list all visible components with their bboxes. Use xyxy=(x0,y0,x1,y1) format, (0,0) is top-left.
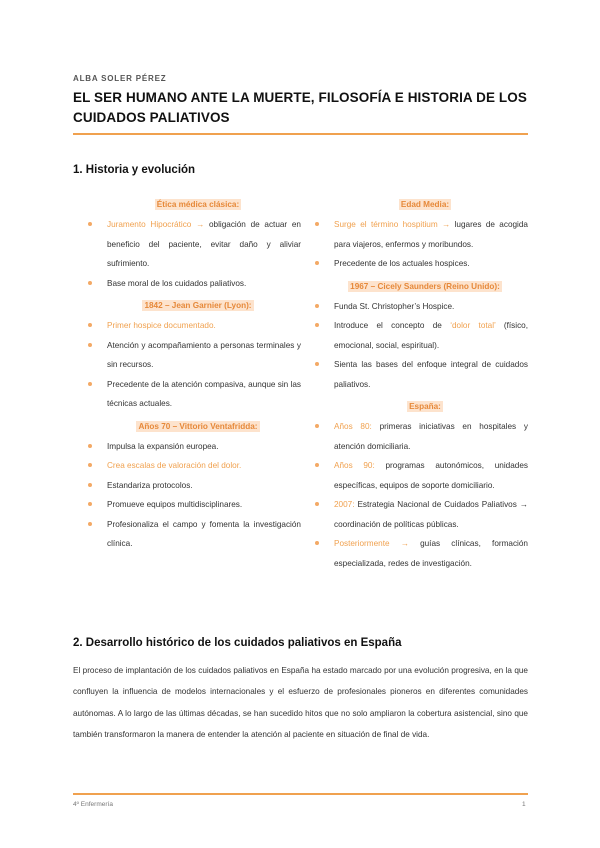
page-number: 1 xyxy=(522,801,526,808)
item-text: Base moral de los cuidados paliativos. xyxy=(107,278,247,288)
list-item xyxy=(95,316,301,336)
list-item xyxy=(95,495,301,515)
left-column xyxy=(95,200,301,562)
right-column xyxy=(322,200,528,581)
list-item xyxy=(95,274,301,294)
list-item xyxy=(95,515,301,554)
item-text: Estandariza protocolos. xyxy=(107,480,193,490)
item-text: Promueve equipos multidisciplinares. xyxy=(107,500,243,509)
block-title xyxy=(322,282,528,291)
list-item xyxy=(322,417,528,456)
item-text: primeras iniciativas en hospitales y atención domiciliaria. xyxy=(334,422,529,451)
item-text: programas autonómicos, unidades específicas, equipos de soporte domiciliario. xyxy=(334,461,528,490)
list-item xyxy=(95,375,301,414)
block-title xyxy=(95,422,301,431)
bullet-list xyxy=(322,215,528,274)
timeline-block xyxy=(322,282,528,395)
block-title-text: Años 70 – Vittorio Ventafridda: xyxy=(138,421,258,431)
footer-course: 4º Enfermería xyxy=(73,801,113,808)
top-divider xyxy=(73,133,528,135)
highlighted-text: Juramento Hipocrático → xyxy=(107,220,205,229)
item-text: Atención y acompañamiento a personas terminales y sin recursos. xyxy=(107,340,301,369)
block-title xyxy=(95,301,301,310)
item-text: (físico, emocional, social, espiritual). xyxy=(334,321,528,350)
block-title xyxy=(322,200,528,209)
section-2-paragraph: El proceso de implantación de los cuidados paliativos en España ha estado marcado por una evolución progresiva, en la que confluyen la influencia de modelos internacionales y el esfuerzo de profesionales pioneros en diferentes comunidades autónomas. A lo largo de las últimas décadas, se han sucedido hitos que no solo ampliaron la cobertura asistencial, sino que también transformaron la manera de entender la atención al paciente en situación de final de vida. xyxy=(73,666,528,739)
list-item xyxy=(322,456,528,495)
item-text: Precedente de los actuales hospices. xyxy=(334,259,470,268)
highlighted-text: ‘dolor total’ xyxy=(450,321,496,330)
item-text: Profesionaliza el campo y fomenta la investigación clínica. xyxy=(107,519,301,548)
highlighted-text: Años 90: xyxy=(334,461,375,470)
block-title xyxy=(322,402,528,411)
list-item xyxy=(322,316,528,355)
list-item xyxy=(95,215,301,274)
highlighted-text: Posteriormente → xyxy=(334,539,409,548)
item-text: Impulsa la expansión europea. xyxy=(107,441,219,451)
item-text: Precedente de la atención compasiva, aunque sin las técnicas actuales. xyxy=(107,379,301,408)
item-text: obligación de actuar en beneficio del paciente, evitar daño y aliviar sufrimiento. xyxy=(107,220,301,268)
block-title-text: 1842 – Jean Garnier (Lyon): xyxy=(144,301,252,310)
list-item xyxy=(322,297,528,317)
highlighted-text: Años 80: xyxy=(334,422,372,431)
timeline-block xyxy=(95,200,301,293)
list-item xyxy=(95,456,301,476)
block-title xyxy=(95,200,301,209)
list-item xyxy=(95,336,301,375)
item-text: Introduce el concepto de xyxy=(334,321,451,330)
footer-divider xyxy=(73,793,528,795)
timeline-block xyxy=(95,422,301,554)
item-text: lugares de acogida para viajeros, enfermos y moribundos. xyxy=(334,220,528,249)
bullet-list xyxy=(95,316,301,414)
highlighted-text: 2007: xyxy=(334,500,355,509)
author-name: ALBA SOLER PÉREZ xyxy=(73,74,167,83)
timeline-block xyxy=(322,402,528,573)
item-text: guías clínicas, formación especializada, redes de investigación. xyxy=(334,539,528,568)
highlighted-text: Crea escalas de valoración del dolor. xyxy=(107,461,242,470)
block-title-text: España: xyxy=(409,402,441,411)
section-2-heading: 2. Desarrollo histórico de los cuidados paliativos en España xyxy=(73,637,402,649)
highlighted-text: Primer hospice documentado. xyxy=(107,321,216,330)
highlighted-text: Surge el término hospitium → xyxy=(334,220,451,229)
list-item xyxy=(322,355,528,394)
timeline-block xyxy=(322,200,528,274)
block-title-text: Edad Media: xyxy=(400,200,450,209)
item-text: Funda St. Christopher’s Hospice. xyxy=(334,301,455,311)
list-item xyxy=(95,476,301,496)
section-1-heading: 1. Historia y evolución xyxy=(73,164,196,176)
list-item xyxy=(95,437,301,457)
block-title-text: 1967 – Cicely Saunders (Reino Unido): xyxy=(350,281,500,291)
list-item xyxy=(322,534,528,573)
bullet-list xyxy=(322,297,528,395)
item-text: Sienta las bases del enfoque integral de cuidados paliativos. xyxy=(334,360,528,389)
list-item xyxy=(322,495,528,534)
item-text: Estrategia Nacional de Cuidados Paliativos → coordinación de políticas públicas. xyxy=(334,500,528,529)
document-title: EL SER HUMANO ANTE LA MUERTE, FILOSOFÍA E HISTORIA DE LOS CUIDADOS PALIATIVOS xyxy=(73,90,527,125)
bullet-list xyxy=(95,437,301,554)
list-item xyxy=(322,254,528,274)
list-item xyxy=(322,215,528,254)
bullet-list xyxy=(95,215,301,293)
bullet-list xyxy=(322,417,528,573)
timeline-block xyxy=(95,301,301,414)
block-title-text: Ética médica clásica: xyxy=(156,200,240,209)
